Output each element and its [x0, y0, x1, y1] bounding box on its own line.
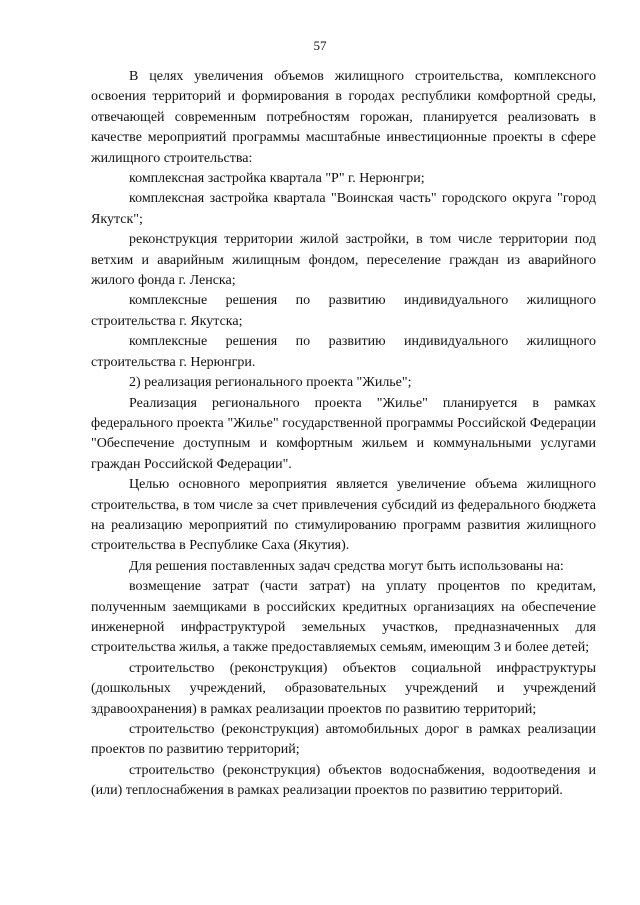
- list-item-roads: строительство (реконструкция) автомобильных дорог в рамках реализации проектов по развитию территорий;: [91, 722, 596, 758]
- list-item-project-r: комплексная застройка квартала "Р" г. Нерюнгри;: [129, 171, 425, 187]
- list-item-project-neryungri: комплексные решения по развитию индивидуального жилищного строительства г. Нерюнгри.: [91, 334, 596, 370]
- list-item-project-military: комплексная застройка квартала "Воинская часть" городского округа "город Якутск";: [91, 191, 596, 227]
- paragraph-regional-project: Реализация регионального проекта "Жилье" планируется в рамках федерального проекта "Жилье" государственной программы Российской Федерации "Обеспечение доступным и комфортным жильем и коммунальными услугами граждан Российской Федерации".: [91, 395, 596, 472]
- list-item-project-lensk: реконструкция территории жилой застройки, в том числе территории под ветхим и аварийным жилищным фондом, переселение граждан из аварийного жилого фонда г. Ленска;: [91, 232, 596, 289]
- page-body: [91, 67, 596, 802]
- paragraph-funds: Для решения поставленных задач средства могут быть использованы на:: [129, 558, 564, 574]
- list-item-interest-compensation: возмещение затрат (части затрат) на уплату процентов по кредитам, полученным заемщиками в российских кредитных организациях на обеспечение инженерной инфраструктурой земельных участков, предназначенных для строительства жилья, а также предоставляемых семьям, имеющим 3 и более детей;: [91, 579, 596, 656]
- list-item-project-yakutsk: комплексные решения по развитию индивидуального жилищного строительства г. Якутска;: [91, 293, 596, 329]
- paragraph-intro: В целях увеличения объемов жилищного строительства, комплексного освоения территорий и формирования в городах республики комфортной среды, отвечающей современным потребностям горожан, планируется реализовать в качестве мероприятий программы масштабные инвестиционные проекты в сфере жилищного строительства:: [91, 69, 596, 166]
- list-item-utilities: строительство (реконструкция) объектов водоснабжения, водоотведения и (или) теплоснабжения в рамках реализации проектов по развитию территорий.: [91, 762, 596, 799]
- paragraph-goal: Целью основного мероприятия является увеличение объема жилищного строительства, в том числе за счет привлечения субсидий из федерального бюджета на реализацию мероприятий по стимулированию программ развития жилищного строительства в Республике Саха (Якутия).: [91, 477, 596, 554]
- section-heading-housing: 2) реализация регионального проекта "Жилье";: [129, 375, 412, 391]
- page-number: 57: [313, 38, 327, 53]
- list-item-social-infrastructure: строительство (реконструкция) объектов социальной инфраструктуры (дошкольных учреждений, образовательных учреждений и учреждений здравоохранения) в рамках реализации проектов по развитию территорий;: [91, 660, 596, 717]
